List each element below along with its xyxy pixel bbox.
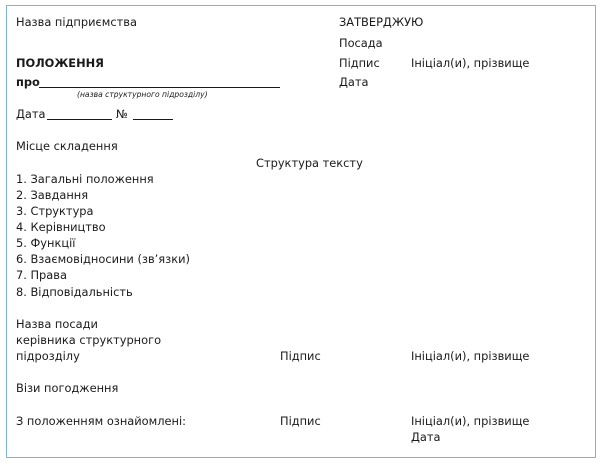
acquainted-initials-label: Ініціал(и), прізвище bbox=[411, 414, 530, 428]
header-date-label: Дата bbox=[339, 75, 369, 89]
section-item: 5. Функції bbox=[16, 236, 76, 250]
section-item: 4. Керівництво bbox=[16, 220, 106, 234]
place-label: Місце складення bbox=[16, 139, 118, 153]
section-item: 2. Завдання bbox=[16, 188, 89, 202]
head-title-line-2: керівника структурного bbox=[16, 333, 162, 347]
date-label: Дата bbox=[16, 107, 46, 121]
head-signature-label: Підпис bbox=[280, 349, 321, 363]
number-line bbox=[133, 119, 173, 120]
about-hint: (назва структурного підрозділу) bbox=[77, 90, 208, 99]
acquainted-label: З положенням ознайомлені: bbox=[16, 414, 186, 428]
number-label: № bbox=[116, 107, 128, 121]
header-signature-label: Підпис bbox=[339, 56, 380, 70]
acquainted-signature-label: Підпис bbox=[280, 414, 321, 428]
head-title-line-3: підрозділу bbox=[16, 349, 80, 363]
section-item: 7. Права bbox=[16, 268, 67, 282]
approve-label: ЗАТВЕРДЖУЮ bbox=[339, 15, 424, 29]
about-prefix: про bbox=[16, 75, 40, 89]
org-name: Назва підприємства bbox=[16, 15, 137, 29]
header-initials-label: Ініціал(и), прізвище bbox=[411, 56, 530, 70]
acquainted-date-label: Дата bbox=[411, 430, 441, 444]
structure-title: Структура тексту bbox=[256, 156, 363, 170]
section-item: 6. Взаємовідносини (зв’язки) bbox=[16, 252, 190, 266]
section-item: 8. Відповідальність bbox=[16, 285, 133, 299]
doc-title: ПОЛОЖЕННЯ bbox=[16, 56, 104, 70]
head-title-line-1: Назва посади bbox=[16, 317, 98, 331]
head-initials-label: Ініціал(и), прізвище bbox=[411, 349, 530, 363]
position-label: Посада bbox=[339, 36, 383, 50]
about-line bbox=[39, 87, 280, 88]
visas-label: Візи погодження bbox=[16, 381, 119, 395]
section-item: 1. Загальні положення bbox=[16, 172, 154, 186]
section-item: 3. Структура bbox=[16, 204, 94, 218]
date-line bbox=[47, 119, 112, 120]
